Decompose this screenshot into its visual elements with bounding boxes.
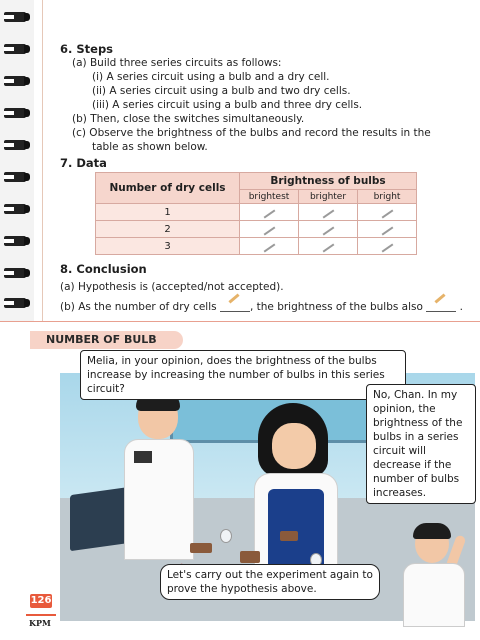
speech-bubble-suggestion: Let's carry out the experiment again to prove the hypothesis above.: [160, 564, 380, 600]
binder-ring-icon: [4, 296, 30, 310]
margin-rule: [42, 0, 43, 322]
header-dry-cells: Number of dry cells: [96, 173, 240, 204]
step-a-iii: (iii) A series circuit using a bulb and three dry cells.: [92, 99, 363, 111]
conclusion-a: (a) Hypothesis is (accepted/not accepted).: [60, 281, 284, 293]
binder-ring-icon: [4, 106, 30, 120]
pencil-icon: [228, 293, 239, 303]
pencil-mark-icon: [381, 209, 393, 218]
subheader-brighter: brighter: [299, 190, 358, 204]
step-a-ii: (ii) A series circuit using a bulb and two dry cells.: [92, 85, 351, 97]
page-number: 126: [30, 595, 52, 606]
step-c-line1: (c) Observe the brightness of the bulbs and record the results in the: [72, 127, 431, 139]
conclusion-b: [60, 300, 463, 314]
section-divider: [0, 321, 480, 322]
step-b: (b) Then, close the switches simultaneously.: [72, 113, 305, 125]
answer-blank[interactable]: [426, 301, 456, 312]
binder-ring-icon: [4, 10, 30, 24]
blank-cell[interactable]: [240, 204, 299, 221]
boy-pointing-character: [395, 525, 475, 625]
header-brightness: Brightness of bulbs: [240, 173, 417, 190]
subheader-brightest: brightest: [240, 190, 299, 204]
pencil-mark-icon: [322, 243, 334, 252]
results-table: [95, 172, 417, 255]
battery-icon: [190, 543, 212, 553]
conclusion-b-middle: , the brightness of the bulbs also: [249, 301, 423, 313]
table-row: [96, 238, 417, 255]
name-tag-icon: [134, 451, 152, 463]
table-row: [96, 204, 417, 221]
step-c-line2: table as shown below.: [92, 141, 208, 153]
steps-heading: 6. Steps: [60, 42, 114, 56]
binder-ring-icon: [4, 266, 30, 280]
data-heading: 7. Data: [60, 156, 107, 170]
publisher-logo: KPM: [29, 618, 51, 628]
book-icon: [26, 606, 56, 616]
battery-icon: [280, 531, 298, 541]
pencil-mark-icon: [322, 226, 334, 235]
speech-bubble-question: Melia, in your opinion, does the brightness of the bulbs increase by increasing the number of bulbs in this series circuit?: [80, 350, 406, 400]
row-cells-value: 2: [96, 221, 240, 238]
switch-icon: [240, 551, 260, 563]
speech-bubble-answer: No, Chan. In my opinion, the brightness of the bulbs in a series circuit will decrease if the number of bulbs increases.: [366, 384, 476, 504]
binder-ring-icon: [4, 234, 30, 248]
blank-cell[interactable]: [358, 221, 417, 238]
row-cells-value: 3: [96, 238, 240, 255]
binder-ring-icon: [4, 42, 30, 56]
binder-ring-icon: [4, 202, 30, 216]
binder-ring-icon: [4, 170, 30, 184]
blank-cell[interactable]: [240, 221, 299, 238]
pencil-mark-icon: [322, 209, 334, 218]
subheader-bright: bright: [358, 190, 417, 204]
pencil-mark-icon: [381, 226, 393, 235]
blank-cell[interactable]: [240, 238, 299, 255]
conclusion-heading: 8. Conclusion: [60, 262, 147, 276]
blank-cell[interactable]: [299, 204, 358, 221]
blank-cell[interactable]: [299, 221, 358, 238]
step-a: (a) Build three series circuits as follows:: [72, 57, 282, 69]
section-title: NUMBER OF BULB: [30, 331, 183, 349]
step-a-i: (i) A series circuit using a bulb and a dry cell.: [92, 71, 330, 83]
pencil-mark-icon: [263, 209, 275, 218]
conclusion-b-start: (b) As the number of dry cells: [60, 301, 217, 313]
pencil-mark-icon: [263, 243, 275, 252]
blank-cell[interactable]: [358, 238, 417, 255]
pencil-mark-icon: [263, 226, 275, 235]
row-cells-value: 1: [96, 204, 240, 221]
table-row: [96, 221, 417, 238]
pencil-mark-icon: [381, 243, 393, 252]
pencil-icon: [435, 293, 446, 303]
blank-cell[interactable]: [299, 238, 358, 255]
bulb-icon: [220, 529, 232, 543]
binder-ring-icon: [4, 138, 30, 152]
blank-cell[interactable]: [358, 204, 417, 221]
answer-blank[interactable]: [220, 301, 250, 312]
binder-ring-icon: [4, 74, 30, 88]
conclusion-b-end: .: [459, 301, 463, 313]
